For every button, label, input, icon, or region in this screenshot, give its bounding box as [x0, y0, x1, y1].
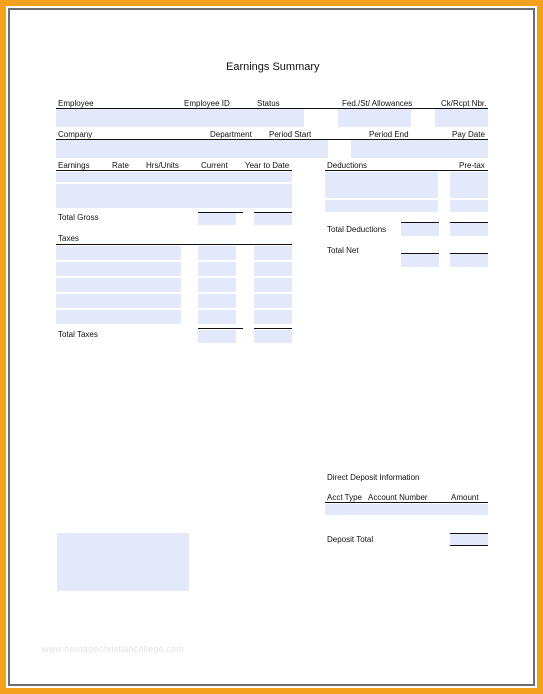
- deposit-total-label: Deposit Total: [327, 535, 374, 544]
- current-label: Current: [201, 161, 228, 170]
- earnings-row-1[interactable]: [56, 172, 292, 182]
- deduction-name-row-2[interactable]: [325, 200, 438, 212]
- hrs-units-label: Hrs/Units: [146, 161, 179, 170]
- total-net-pretax-field[interactable]: [450, 254, 488, 267]
- total-deductions-label: Total Deductions: [327, 225, 387, 234]
- tax-name-row-3[interactable]: [56, 278, 181, 292]
- period-start-label: Period Start: [269, 130, 312, 139]
- tax-current-row-4[interactable]: [198, 294, 236, 308]
- tax-ytd-row-5[interactable]: [254, 310, 292, 324]
- total-gross-ytd-field[interactable]: [254, 213, 292, 225]
- employee-field[interactable]: [56, 109, 304, 127]
- status-label: Status: [257, 99, 280, 108]
- tax-name-row-5[interactable]: [56, 310, 181, 324]
- page-title: Earnings Summary: [226, 61, 320, 73]
- tax-current-row-2[interactable]: [198, 262, 236, 276]
- direct-deposit-title: Direct Deposit Information: [327, 473, 420, 482]
- deposit-total-field[interactable]: [450, 534, 488, 545]
- total-gross-label: Total Gross: [58, 213, 99, 222]
- tax-current-row-3[interactable]: [198, 278, 236, 292]
- amount-label: Amount: [451, 493, 479, 502]
- department-label: Department: [210, 130, 252, 139]
- tax-name-row-2[interactable]: [56, 262, 181, 276]
- deduction-pretax-row-1[interactable]: [450, 172, 488, 198]
- company-label: Company: [58, 130, 93, 139]
- total-taxes-current-rule: [198, 328, 243, 329]
- watermark-text: www.heritagechristiancollege.com: [42, 644, 184, 654]
- tax-ytd-row-1[interactable]: [254, 246, 292, 260]
- deductions-rule: [325, 170, 488, 171]
- tax-ytd-row-2[interactable]: [254, 262, 292, 276]
- deduction-pretax-row-2[interactable]: [450, 200, 488, 212]
- tax-name-row-4[interactable]: [56, 294, 181, 308]
- direct-deposit-row[interactable]: [325, 504, 488, 515]
- tax-current-row-1[interactable]: [198, 246, 236, 260]
- total-taxes-ytd-field[interactable]: [254, 330, 292, 343]
- memo-box[interactable]: [57, 533, 189, 591]
- employee-label: Employee: [58, 99, 94, 108]
- total-net-field[interactable]: [401, 254, 439, 267]
- company-field[interactable]: [56, 140, 328, 158]
- deposit-total-bottom-rule: [450, 545, 488, 546]
- earnings-row-2[interactable]: [56, 184, 292, 208]
- total-taxes-current-field[interactable]: [198, 330, 236, 343]
- acct-type-label: Acct Type: [327, 493, 362, 502]
- tax-ytd-row-4[interactable]: [254, 294, 292, 308]
- earnings-label: Earnings: [58, 161, 90, 170]
- total-net-label: Total Net: [327, 246, 359, 255]
- taxes-label: Taxes: [58, 234, 79, 243]
- total-deductions-field[interactable]: [401, 223, 439, 236]
- ck-rcpt-field[interactable]: [435, 109, 488, 127]
- taxes-rule: [56, 244, 292, 245]
- direct-deposit-rule: [325, 502, 488, 503]
- total-gross-current-field[interactable]: [198, 213, 236, 225]
- tax-current-row-5[interactable]: [198, 310, 236, 324]
- allowances-label: Fed./St/ Allowances: [342, 99, 413, 108]
- employee-id-label: Employee ID: [184, 99, 230, 108]
- tax-name-row-1[interactable]: [56, 246, 181, 260]
- period-end-label: Period End: [369, 130, 409, 139]
- total-deductions-pretax-field[interactable]: [450, 223, 488, 236]
- deductions-label: Deductions: [327, 161, 368, 170]
- total-taxes-ytd-rule: [254, 328, 292, 329]
- period-end-field[interactable]: [351, 140, 488, 158]
- ck-rcpt-label: Ck/Rcpt Nbr.: [441, 99, 487, 108]
- deduction-name-row-1[interactable]: [325, 172, 438, 198]
- earnings-rule: [56, 170, 292, 171]
- account-number-label: Account Number: [368, 493, 428, 502]
- allowances-field[interactable]: [338, 109, 411, 127]
- pre-tax-label: Pre-tax: [459, 161, 485, 170]
- rate-label: Rate: [112, 161, 129, 170]
- pay-date-label: Pay Date: [452, 130, 485, 139]
- year-to-date-label: Year to Date: [245, 161, 290, 170]
- tax-ytd-row-3[interactable]: [254, 278, 292, 292]
- total-taxes-label: Total Taxes: [58, 330, 98, 339]
